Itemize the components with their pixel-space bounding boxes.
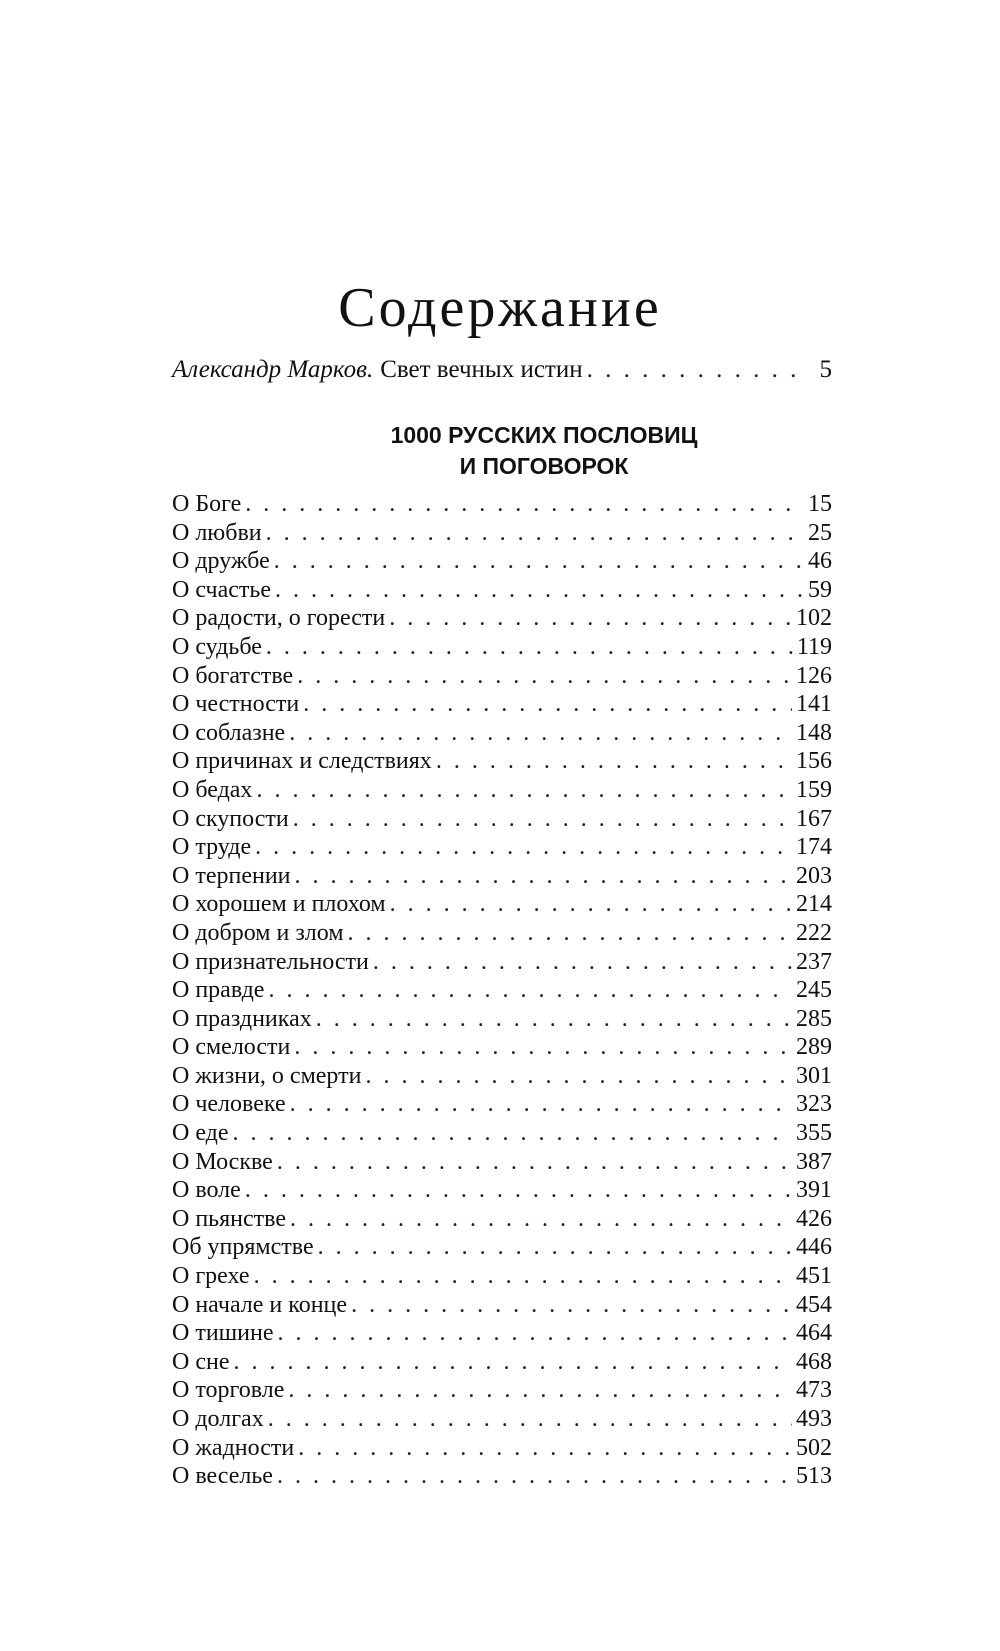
dot-leader [274,547,804,576]
toc-entry [172,490,832,519]
toc-entry-page-number: 237 [796,948,832,975]
toc-entry-page-number: 222 [796,919,832,946]
toc-entry-page-number: 148 [796,719,832,746]
toc-entry-label: О радости, о горести [172,605,386,632]
toc-entry [172,776,832,805]
toc-entry-page-number: 513 [796,1463,832,1490]
toc-entry-page-number: 167 [796,805,832,832]
toc-entry [172,1033,832,1062]
toc-entry-label: О любви [172,519,262,546]
dot-leader [266,519,804,548]
toc-entry-label: О судьбе [172,633,262,660]
toc-entry-page-number: 285 [796,1005,832,1032]
dot-leader [318,1233,792,1262]
toc-entry [172,805,832,834]
dot-leader [436,747,792,776]
toc-entry [172,1148,832,1177]
toc-entry-page-number: 451 [796,1263,832,1290]
toc-entry [172,1090,832,1119]
toc-entry [172,1348,832,1377]
dot-leader [277,1148,792,1177]
dot-leader [390,890,792,919]
toc-entry [172,1262,832,1291]
toc-entry [172,833,832,862]
toc-entry-page-number: 15 [808,491,832,517]
toc-entry-label: О честности [172,691,300,718]
toc-entry-label: О Москве [172,1148,273,1175]
toc-entry-page-number: 59 [808,576,832,603]
toc-entry [172,1205,832,1234]
dot-leader [290,1205,792,1234]
dot-leader [277,1319,792,1348]
dot-leader [365,1062,792,1091]
dot-leader [351,1291,792,1320]
dot-leader [233,1348,792,1377]
intro-page-number: 5 [819,356,832,383]
toc-entry-label: О воле [172,1177,241,1204]
toc-entry-label: О богатстве [172,662,294,689]
toc-entry-label: О человеке [172,1091,286,1118]
section-heading-line-2: И ПОГОВОРОК [459,453,629,479]
dot-leader [290,1090,792,1119]
toc-entry [172,1005,832,1034]
toc-entry-page-number: 174 [796,834,832,861]
toc-entry [172,948,832,977]
section-heading [344,420,744,482]
toc-entry-label: О жадности [172,1434,295,1461]
dot-leader [268,1405,792,1434]
dot-leader [289,719,792,748]
toc-entry-page-number: 391 [796,1177,832,1204]
toc-entry-label: О признательности [172,948,369,975]
intro-author: Александр Марков. [172,356,374,383]
toc-entry-label: О долгах [172,1406,264,1432]
toc-entry-page-number: 468 [796,1348,832,1375]
dot-leader [295,862,793,891]
toc-entry [172,633,832,662]
toc-entry-page-number: 387 [796,1148,832,1175]
dot-leader [373,948,792,977]
toc-entry-label: О торговле [172,1377,285,1404]
toc-entry-page-number: 301 [796,1062,832,1089]
toc-entry-page-number: 203 [796,862,832,889]
dot-leader [255,833,792,862]
toc-entry [172,1462,832,1491]
toc-intro-entry [172,355,832,385]
toc-entry-page-number: 141 [796,691,832,718]
dot-leader [275,576,804,605]
dot-leader [298,1434,792,1463]
toc-entry [172,1319,832,1348]
toc-entry [172,1119,832,1148]
dot-leader [245,490,804,519]
dot-leader [348,919,792,948]
dot-leader [293,805,792,834]
toc-entry-label: О смелости [172,1034,291,1061]
toc-entry [172,747,832,776]
toc-entry [172,1176,832,1205]
toc-entry-page-number: 159 [796,776,832,803]
dot-leader [288,1376,792,1405]
toc-entry [172,862,832,891]
dot-leader [277,1462,792,1491]
toc-entry [172,919,832,948]
dot-leader [587,355,806,385]
toc-entry-label: О праздниках [172,1005,312,1032]
toc-entry [172,1062,832,1091]
intro-text: Свет вечных истин [380,356,583,383]
dot-leader [316,1005,792,1034]
toc-entry-label: Об упрямстве [172,1234,314,1261]
toc-entry-label: О труде [172,834,252,861]
toc-entry-label: О грехе [172,1263,250,1290]
toc-entry-label: О Боге [172,491,242,517]
toc-entry-page-number: 245 [796,977,832,1004]
toc-entry-page-number: 446 [796,1234,832,1261]
dot-leader [256,776,792,805]
dot-leader [294,1033,792,1062]
toc-entry-label: О терпении [172,862,291,889]
toc-entry-page-number: 323 [796,1091,832,1118]
toc-entry-page-number: 464 [796,1320,832,1347]
toc-list [172,490,832,1491]
toc-entry-page-number: 102 [796,605,832,632]
toc-entry [172,890,832,919]
toc-entry-label: О скупости [172,805,289,832]
toc-entry [172,576,832,605]
toc-entry [172,604,832,633]
section-heading-line-1: 1000 РУССКИХ ПОСЛОВИЦ [390,422,698,448]
toc-entry-page-number: 473 [796,1377,832,1404]
toc-entry-label: О еде [172,1120,229,1147]
toc-entry [172,976,832,1005]
toc-entry-label: О счастье [172,576,271,603]
toc-entry-label: О сне [172,1348,230,1375]
toc-entry-page-number: 502 [796,1434,832,1461]
toc-entry-label: О дружбе [172,548,270,575]
toc-entry-label: О бедах [172,776,253,803]
dot-leader [268,976,792,1005]
toc-entry-label: О причинах и следствиях [172,748,432,775]
toc-entry [172,1434,832,1463]
toc-entry-label: О тишине [172,1320,274,1347]
toc-entry-label: О пьянстве [172,1205,286,1232]
toc-entry [172,719,832,748]
dot-leader [266,633,793,662]
dot-leader [297,662,792,691]
toc-entry-page-number: 25 [808,519,832,546]
dot-leader [389,604,792,633]
toc-entry-label: О начале и конце [172,1291,348,1318]
toc-entry-label: О хорошем и плохом [172,891,386,918]
toc-entry-page-number: 355 [796,1120,832,1147]
toc-entry-page-number: 214 [796,891,832,918]
toc-entry [172,1233,832,1262]
toc-entry-label: О соблазне [172,719,286,746]
toc-entry [172,690,832,719]
dot-leader [245,1176,792,1205]
toc-entry-page-number: 46 [808,548,832,575]
toc-entry-page-number: 156 [796,748,832,775]
toc-entry [172,662,832,691]
toc-entry-label: О веселье [172,1463,273,1490]
toc-entry-page-number: 454 [796,1291,832,1318]
toc-entry-page-number: 289 [796,1034,832,1061]
toc-entry-page-number: 119 [796,633,832,660]
toc-entry-label: О добром и злом [172,919,344,946]
toc-entry [172,547,832,576]
toc-entry-label: О правде [172,977,265,1004]
page-title: Содержание [338,276,662,339]
dot-leader [303,690,792,719]
dot-leader [233,1119,792,1148]
toc-entry-label: О жизни, о смерти [172,1062,362,1089]
toc-entry-page-number: 493 [796,1406,832,1432]
toc-entry-page-number: 126 [796,662,832,689]
toc-entry [172,1291,832,1320]
toc-entry [172,519,832,548]
toc-entry-page-number: 426 [796,1205,832,1232]
dot-leader [254,1262,792,1291]
toc-entry [172,1405,832,1434]
toc-entry [172,1376,832,1405]
